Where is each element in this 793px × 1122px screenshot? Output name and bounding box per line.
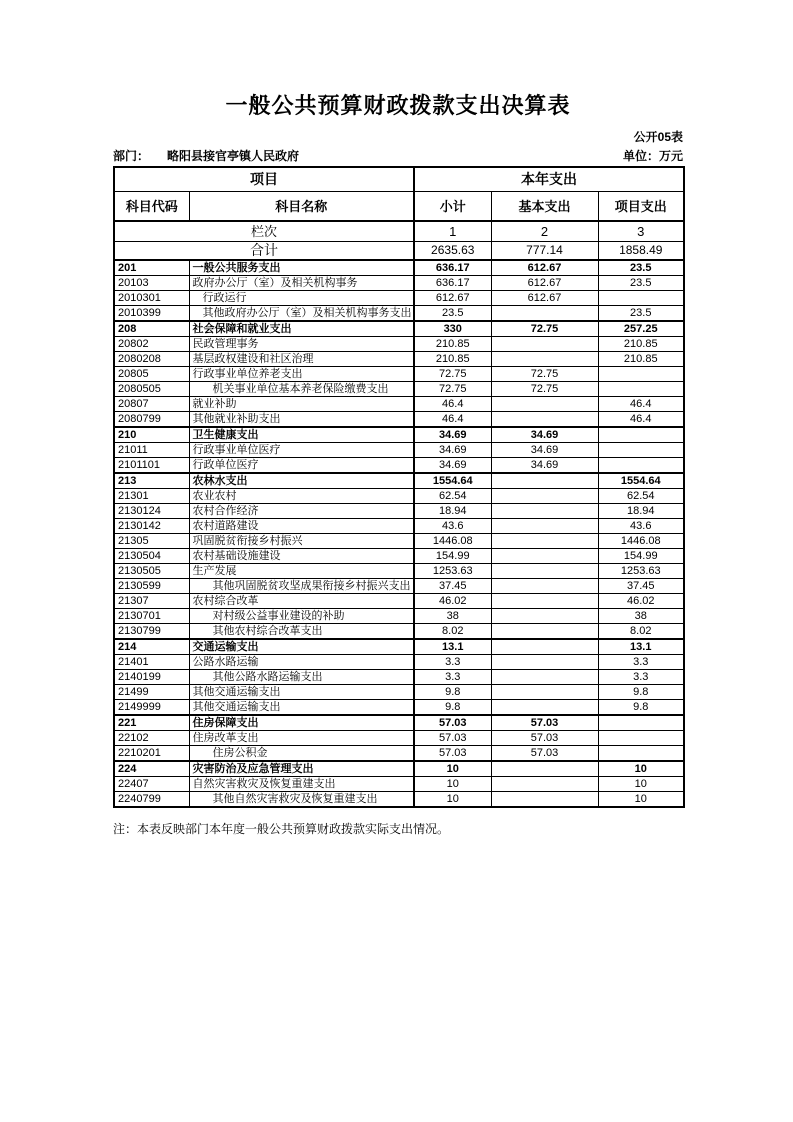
subtotal-cell: 23.5 xyxy=(414,306,491,322)
total-row xyxy=(114,242,684,261)
name-cell: 其他交通运输支出 xyxy=(189,685,414,700)
subtotal-cell: 636.17 xyxy=(414,260,491,276)
name-cell: 巩固脱贫衔接乡村振兴 xyxy=(189,534,414,549)
table-row xyxy=(114,443,684,458)
subtotal-cell: 43.6 xyxy=(414,519,491,534)
basic-cell xyxy=(491,670,598,685)
code-cell: 2130504 xyxy=(114,549,189,564)
budget-table xyxy=(113,166,685,808)
basic-cell: 57.03 xyxy=(491,746,598,762)
name-cell: 行政事业单位养老支出 xyxy=(189,367,414,382)
name-cell: 农村综合改革 xyxy=(189,594,414,609)
table-row xyxy=(114,337,684,352)
budget-table-body xyxy=(114,167,684,807)
code-cell: 20802 xyxy=(114,337,189,352)
code-cell: 2240799 xyxy=(114,792,189,808)
table-row xyxy=(114,534,684,549)
table-row xyxy=(114,352,684,367)
subtotal-cell: 46.4 xyxy=(414,412,491,428)
name-cell: 住房改革支出 xyxy=(189,731,414,746)
code-cell: 22102 xyxy=(114,731,189,746)
table-row xyxy=(114,260,684,276)
basic-cell: 34.69 xyxy=(491,427,598,443)
subtotal-cell: 34.69 xyxy=(414,458,491,474)
project-cell: 10 xyxy=(598,792,684,808)
project-cell: 210.85 xyxy=(598,337,684,352)
department-value: 略阳县接官亭镇人民政府 xyxy=(167,149,300,163)
table-row xyxy=(114,792,684,808)
project-cell xyxy=(598,367,684,382)
basic-cell xyxy=(491,397,598,412)
basic-cell xyxy=(491,504,598,519)
table-row xyxy=(114,746,684,762)
project-cell: 154.99 xyxy=(598,549,684,564)
basic-cell xyxy=(491,337,598,352)
table-row xyxy=(114,427,684,443)
project-cell: 43.6 xyxy=(598,519,684,534)
header-code: 科目代码 xyxy=(114,192,189,222)
project-cell: 23.5 xyxy=(598,276,684,291)
header-subtotal: 小计 xyxy=(414,192,491,222)
table-row xyxy=(114,777,684,792)
table-row xyxy=(114,382,684,397)
code-cell: 201 xyxy=(114,260,189,276)
code-cell: 221 xyxy=(114,715,189,731)
project-cell xyxy=(598,443,684,458)
code-cell: 2010399 xyxy=(114,306,189,322)
project-cell xyxy=(598,458,684,474)
code-cell: 2130505 xyxy=(114,564,189,579)
subtotal-cell: 34.69 xyxy=(414,427,491,443)
code-cell: 2130799 xyxy=(114,624,189,640)
basic-cell xyxy=(491,700,598,716)
code-cell: 20103 xyxy=(114,276,189,291)
code-cell: 2080799 xyxy=(114,412,189,428)
subtotal-cell: 636.17 xyxy=(414,276,491,291)
project-cell xyxy=(598,382,684,397)
project-cell xyxy=(598,715,684,731)
table-row xyxy=(114,564,684,579)
code-cell: 21499 xyxy=(114,685,189,700)
code-cell: 2080208 xyxy=(114,352,189,367)
subtotal-cell: 46.02 xyxy=(414,594,491,609)
subtotal-cell: 46.4 xyxy=(414,397,491,412)
total-basic: 777.14 xyxy=(491,242,598,261)
subtotal-cell: 72.75 xyxy=(414,367,491,382)
code-cell: 208 xyxy=(114,321,189,337)
table-row xyxy=(114,321,684,337)
total-project: 1858.49 xyxy=(598,242,684,261)
meta-line xyxy=(113,148,683,164)
subtotal-cell: 57.03 xyxy=(414,715,491,731)
subtotal-cell: 10 xyxy=(414,777,491,792)
table-row xyxy=(114,594,684,609)
table-row xyxy=(114,504,684,519)
code-cell: 2130701 xyxy=(114,609,189,624)
name-cell: 就业补助 xyxy=(189,397,414,412)
subtotal-cell: 18.94 xyxy=(414,504,491,519)
project-cell: 1554.64 xyxy=(598,473,684,489)
code-cell: 214 xyxy=(114,639,189,655)
lanci-label: 栏次 xyxy=(114,221,414,242)
form-code-label: 公开05表 xyxy=(633,130,683,144)
name-cell: 交通运输支出 xyxy=(189,639,414,655)
subtotal-cell: 57.03 xyxy=(414,731,491,746)
basic-cell xyxy=(491,306,598,322)
subtotal-cell: 38 xyxy=(414,609,491,624)
code-cell: 20805 xyxy=(114,367,189,382)
project-cell: 13.1 xyxy=(598,639,684,655)
name-cell: 生产发展 xyxy=(189,564,414,579)
code-cell: 21305 xyxy=(114,534,189,549)
name-cell: 社会保障和就业支出 xyxy=(189,321,414,337)
name-cell: 农村合作经济 xyxy=(189,504,414,519)
total-label: 合计 xyxy=(114,242,414,261)
basic-cell: 612.67 xyxy=(491,276,598,291)
subtotal-cell: 1446.08 xyxy=(414,534,491,549)
project-cell: 1446.08 xyxy=(598,534,684,549)
subtotal-cell: 8.02 xyxy=(414,624,491,640)
table-row xyxy=(114,655,684,670)
column-index-row xyxy=(114,221,684,242)
name-cell: 其他农村综合改革支出 xyxy=(189,624,414,640)
code-cell: 21401 xyxy=(114,655,189,670)
name-cell: 政府办公厅（室）及相关机构事务 xyxy=(189,276,414,291)
basic-cell xyxy=(491,777,598,792)
table-row xyxy=(114,458,684,474)
project-cell: 62.54 xyxy=(598,489,684,504)
code-cell: 2140199 xyxy=(114,670,189,685)
project-cell: 23.5 xyxy=(598,306,684,322)
name-cell: 其他政府办公厅（室）及相关机构事务支出 xyxy=(189,306,414,322)
project-cell: 23.5 xyxy=(598,260,684,276)
name-cell: 其他巩固脱贫攻坚成果衔接乡村振兴支出 xyxy=(189,579,414,594)
name-cell: 其他交通运输支出 xyxy=(189,700,414,716)
project-cell: 3.3 xyxy=(598,670,684,685)
basic-cell xyxy=(491,473,598,489)
table-row xyxy=(114,549,684,564)
code-cell: 22407 xyxy=(114,777,189,792)
header-group-row xyxy=(114,167,684,192)
col-index-2: 2 xyxy=(491,221,598,242)
footnote: 注：本表反映部门本年度一般公共预算财政拨款实际支出情况。 xyxy=(113,822,450,836)
name-cell: 行政事业单位医疗 xyxy=(189,443,414,458)
col-index-1: 1 xyxy=(414,221,491,242)
table-row xyxy=(114,624,684,640)
table-row xyxy=(114,412,684,428)
basic-cell xyxy=(491,489,598,504)
table-row xyxy=(114,489,684,504)
project-cell: 46.4 xyxy=(598,412,684,428)
basic-cell: 34.69 xyxy=(491,458,598,474)
header-project-group: 项目 xyxy=(114,167,414,192)
code-cell: 2130124 xyxy=(114,504,189,519)
name-cell: 农村道路建设 xyxy=(189,519,414,534)
name-cell: 卫生健康支出 xyxy=(189,427,414,443)
code-cell: 21307 xyxy=(114,594,189,609)
name-cell: 其他公路水路运输支出 xyxy=(189,670,414,685)
project-cell: 10 xyxy=(598,761,684,777)
subtotal-cell: 330 xyxy=(414,321,491,337)
basic-cell xyxy=(491,761,598,777)
table-row xyxy=(114,519,684,534)
code-cell: 2149999 xyxy=(114,700,189,716)
name-cell: 公路水路运输 xyxy=(189,655,414,670)
subtotal-cell: 10 xyxy=(414,792,491,808)
project-cell: 257.25 xyxy=(598,321,684,337)
basic-cell xyxy=(491,685,598,700)
subtotal-cell: 210.85 xyxy=(414,352,491,367)
code-cell: 210 xyxy=(114,427,189,443)
basic-cell: 612.67 xyxy=(491,260,598,276)
name-cell: 其他自然灾害救灾及恢复重建支出 xyxy=(189,792,414,808)
name-cell: 农林水支出 xyxy=(189,473,414,489)
subtotal-cell: 37.45 xyxy=(414,579,491,594)
name-cell: 其他就业补助支出 xyxy=(189,412,414,428)
subtotal-cell: 3.3 xyxy=(414,655,491,670)
basic-cell xyxy=(491,352,598,367)
basic-cell xyxy=(491,564,598,579)
name-cell: 农业农村 xyxy=(189,489,414,504)
project-cell xyxy=(598,427,684,443)
project-cell xyxy=(598,731,684,746)
subtotal-cell: 3.3 xyxy=(414,670,491,685)
code-cell: 21011 xyxy=(114,443,189,458)
page-title: 一般公共预算财政拨款支出决算表 xyxy=(225,93,571,118)
document-page xyxy=(113,0,683,837)
name-cell: 住房保障支出 xyxy=(189,715,414,731)
project-cell: 37.45 xyxy=(598,579,684,594)
basic-cell: 612.67 xyxy=(491,291,598,306)
table-row xyxy=(114,276,684,291)
project-cell: 3.3 xyxy=(598,655,684,670)
subtotal-cell: 210.85 xyxy=(414,337,491,352)
project-cell: 8.02 xyxy=(598,624,684,640)
project-cell: 9.8 xyxy=(598,700,684,716)
basic-cell: 72.75 xyxy=(491,382,598,397)
subtotal-cell: 13.1 xyxy=(414,639,491,655)
table-row xyxy=(114,715,684,731)
code-cell: 20807 xyxy=(114,397,189,412)
code-cell: 21301 xyxy=(114,489,189,504)
project-cell: 46.4 xyxy=(598,397,684,412)
name-cell: 行政单位医疗 xyxy=(189,458,414,474)
basic-cell: 57.03 xyxy=(491,715,598,731)
code-cell: 2010301 xyxy=(114,291,189,306)
code-cell: 2101101 xyxy=(114,458,189,474)
basic-cell xyxy=(491,655,598,670)
subtotal-cell: 612.67 xyxy=(414,291,491,306)
basic-cell: 72.75 xyxy=(491,367,598,382)
code-cell: 2130142 xyxy=(114,519,189,534)
basic-cell: 72.75 xyxy=(491,321,598,337)
basic-cell xyxy=(491,792,598,808)
name-cell: 行政运行 xyxy=(189,291,414,306)
name-cell: 灾害防治及应急管理支出 xyxy=(189,761,414,777)
table-row xyxy=(114,579,684,594)
project-cell: 46.02 xyxy=(598,594,684,609)
subtotal-cell: 34.69 xyxy=(414,443,491,458)
name-cell: 一般公共服务支出 xyxy=(189,260,414,276)
code-cell: 2130599 xyxy=(114,579,189,594)
name-cell: 自然灾害救灾及恢复重建支出 xyxy=(189,777,414,792)
table-row xyxy=(114,473,684,489)
basic-cell xyxy=(491,609,598,624)
header-year-group: 本年支出 xyxy=(414,167,684,192)
project-cell: 9.8 xyxy=(598,685,684,700)
subtotal-cell: 9.8 xyxy=(414,700,491,716)
subtotal-cell: 1554.64 xyxy=(414,473,491,489)
subtotal-cell: 9.8 xyxy=(414,685,491,700)
code-cell: 224 xyxy=(114,761,189,777)
name-cell: 住房公积金 xyxy=(189,746,414,762)
unit-label: 单位：万元 xyxy=(622,149,683,163)
subtotal-cell: 57.03 xyxy=(414,746,491,762)
col-index-3: 3 xyxy=(598,221,684,242)
basic-cell xyxy=(491,412,598,428)
project-cell: 10 xyxy=(598,777,684,792)
project-cell: 210.85 xyxy=(598,352,684,367)
table-row xyxy=(114,639,684,655)
subtotal-cell: 154.99 xyxy=(414,549,491,564)
table-row xyxy=(114,367,684,382)
basic-cell xyxy=(491,594,598,609)
name-cell: 机关事业单位基本养老保险缴费支出 xyxy=(189,382,414,397)
project-cell: 38 xyxy=(598,609,684,624)
code-cell: 2080505 xyxy=(114,382,189,397)
name-cell: 基层政权建设和社区治理 xyxy=(189,352,414,367)
basic-cell xyxy=(491,639,598,655)
subtotal-cell: 72.75 xyxy=(414,382,491,397)
basic-cell xyxy=(491,579,598,594)
header-basic: 基本支出 xyxy=(491,192,598,222)
department-line xyxy=(113,148,299,164)
project-cell xyxy=(598,291,684,306)
header-project: 项目支出 xyxy=(598,192,684,222)
basic-cell xyxy=(491,534,598,549)
name-cell: 对村级公益事业建设的补助 xyxy=(189,609,414,624)
basic-cell: 57.03 xyxy=(491,731,598,746)
table-row xyxy=(114,306,684,322)
subtotal-cell: 1253.63 xyxy=(414,564,491,579)
header-name: 科目名称 xyxy=(189,192,414,222)
basic-cell xyxy=(491,624,598,640)
table-row xyxy=(114,731,684,746)
project-cell xyxy=(598,746,684,762)
table-row xyxy=(114,700,684,716)
basic-cell xyxy=(491,549,598,564)
table-row xyxy=(114,761,684,777)
table-row xyxy=(114,291,684,306)
department-label: 部门： xyxy=(113,149,150,163)
subtotal-cell: 10 xyxy=(414,761,491,777)
total-subtotal: 2635.63 xyxy=(414,242,491,261)
table-row xyxy=(114,670,684,685)
code-cell: 213 xyxy=(114,473,189,489)
table-row xyxy=(114,397,684,412)
basic-cell xyxy=(491,519,598,534)
project-cell: 18.94 xyxy=(598,504,684,519)
header-columns-row xyxy=(114,192,684,222)
code-cell: 2210201 xyxy=(114,746,189,762)
basic-cell: 34.69 xyxy=(491,443,598,458)
subtotal-cell: 62.54 xyxy=(414,489,491,504)
name-cell: 农村基础设施建设 xyxy=(189,549,414,564)
name-cell: 民政管理事务 xyxy=(189,337,414,352)
table-row xyxy=(114,685,684,700)
project-cell: 1253.63 xyxy=(598,564,684,579)
table-row xyxy=(114,609,684,624)
